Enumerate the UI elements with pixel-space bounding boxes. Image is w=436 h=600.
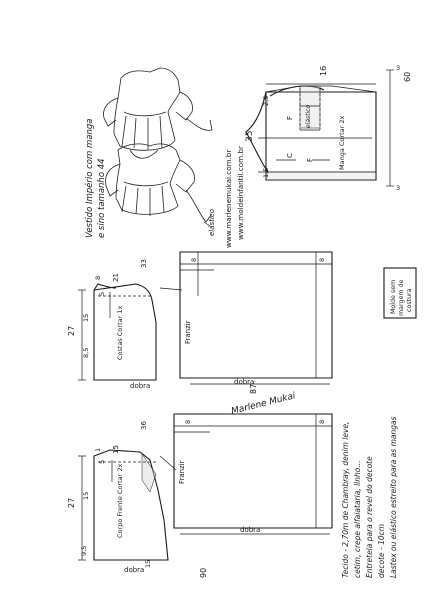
- back-armhole: 33: [140, 259, 148, 268]
- back-bodice-top: 5: [98, 291, 106, 296]
- dress-sketch-front: [106, 144, 212, 222]
- back-skirt-length: 87: [249, 383, 258, 394]
- website-1: www.marlenemukai.com.br: [224, 149, 233, 248]
- sleeve-side-allow: 3: [396, 184, 401, 192]
- sleeve-length: 35: [245, 130, 255, 142]
- front-skirt-fold: dobra: [240, 526, 261, 534]
- signature: Marlene Mukai: [230, 391, 297, 417]
- fabric-note-2: cetim, crepe alfaiataria, linho...: [353, 460, 362, 578]
- website-2: www.moldeinfantil.com.br: [236, 146, 245, 240]
- front-armhole: 36: [140, 421, 148, 430]
- front-width: 27: [67, 497, 76, 508]
- front-bodice-label: Corpo Frente Cortar 2x: [116, 463, 124, 538]
- fabric-note-1: Tecido - 2,70m de Chambray, denim leve,: [341, 421, 350, 578]
- front-shoulder: 15: [82, 491, 90, 500]
- sleeve-elastic-label: elástico: [305, 104, 312, 128]
- back-width: 27: [67, 325, 76, 336]
- front-neck-w: 1: [94, 447, 102, 452]
- front-skirt-top: 8: [184, 419, 192, 424]
- fabric-note-3: Entretela para o revel do decote: [365, 456, 374, 578]
- front-side: 15: [144, 559, 152, 568]
- front-bodice-top: 5: [98, 459, 106, 464]
- back-side: 15: [82, 313, 90, 322]
- back-skirt-side: 8: [318, 257, 326, 262]
- fabric-note-4: decote - 10cm: [377, 523, 386, 578]
- sleeve-cap-lower: 1,5: [262, 167, 270, 178]
- front-fold: dobra: [124, 566, 145, 574]
- dress-title-line2: e sino tamanho 44: [97, 158, 107, 238]
- note-box-line3: costura: [406, 288, 413, 312]
- elastic-note: elástico: [208, 208, 216, 236]
- back-skirt-piece: [160, 252, 332, 384]
- sleeve-total: 60: [403, 71, 412, 82]
- back-bodice-label: Costas Cortar 1x: [116, 305, 124, 360]
- fabric-note-5: Lastex ou elástico estreito para as mangas: [389, 416, 398, 578]
- sleeve-letter-3: F: [306, 157, 314, 162]
- note-box-line1: Molde sem: [390, 279, 397, 314]
- sleeve-hem-allow: 3: [396, 64, 401, 72]
- back-fold: dobra: [130, 382, 151, 390]
- back-skirt-top: 8: [190, 257, 198, 262]
- back-neck-w: 8: [94, 275, 102, 280]
- front-bodice-depth: 15: [112, 445, 120, 454]
- back-bodice-depth: 21: [112, 273, 120, 282]
- sleeve-width: 16: [319, 65, 328, 76]
- front-skirt-length: 90: [199, 567, 208, 578]
- sleeve-dimension-lines: [266, 70, 394, 186]
- front-lower: 9,5: [80, 545, 88, 556]
- front-skirt-side: 8: [318, 419, 326, 424]
- dress-title-line1: Vestido Império com manga: [85, 118, 95, 238]
- sleeve-letter-2: C: [286, 153, 294, 158]
- front-skirt-label: Franzir: [178, 460, 186, 484]
- dress-sketch-back: [104, 68, 212, 150]
- sleeve-cap: 2,5: [262, 95, 270, 106]
- note-box-line2: margem de: [398, 279, 405, 316]
- back-neck-h: 8,5: [82, 347, 90, 358]
- sleeve-label: Manga Cortar 2x: [338, 115, 346, 170]
- back-skirt-fold: dobra: [234, 378, 255, 386]
- back-skirt-label: Franzir: [184, 320, 192, 344]
- sleeve-letter-1: F: [286, 115, 294, 120]
